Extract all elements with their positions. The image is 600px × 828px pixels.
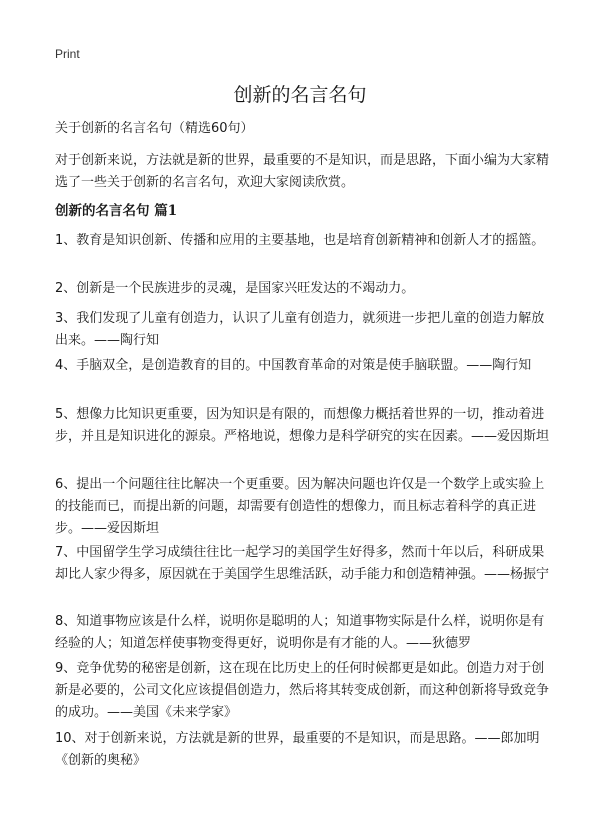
quote-item: 3、我们发现了儿童有创造力，认识了儿童有创造力，就须进一步把儿童的创造力解放出来。——陶行知 <box>55 311 545 348</box>
quote-item: 2、创新是一个民族进步的灵魂，是国家兴旺发达的不竭动力。 <box>55 281 415 296</box>
section-heading: 创新的名言名句 篇1 <box>55 203 178 219</box>
document-subtitle: 关于创新的名言名句（精选60句） <box>55 121 254 136</box>
quote-item: 1、教育是知识创新、传播和应用的主要基地，也是培育创新精神和创新人才的摇篮。 <box>55 233 545 248</box>
quote-item: 7、中国留学生学习成绩往往比一起学习的美国学生好得多，然而十年以后，科研成果却比人家少得多，原因就在于美国学生思维活跃，动手能力和创造精神强。——杨振宁 <box>55 545 550 582</box>
quote-item: 5、想像力比知识更重要，因为知识是有限的，而想像力概括着世界的一切，推动着进步，并且是知识进化的源泉。严格地说，想像力是科学研究的实在因素。——爱因斯坦 <box>55 407 550 444</box>
quote-item: 4、手脑双全，是创造教育的目的。中国教育革命的对策是使手脑联盟。——陶行知 <box>55 358 532 373</box>
print-link[interactable]: Print <box>55 47 80 61</box>
quote-item: 9、竞争优势的秘密是创新，这在现在比历史上的任何时候都更是如此。创造力对于创新是必要的，公司文化应该提倡创造力，然后将其转变成创新，而这种创新将导致竞争的成功。——美国《未来学家》 <box>55 661 550 720</box>
intro-paragraph: 对于创新来说，方法就是新的世界，最重要的不是知识，而是思路，下面小编为大家精选了一些关于创新的名言名句，欢迎大家阅读欣赏。 <box>55 153 550 190</box>
quote-item: 10、对于创新来说，方法就是新的世界，最重要的不是知识，而是思路。——郎加明《创新的奥秘》 <box>55 731 540 768</box>
document-title: 创新的名言名句 <box>233 84 367 106</box>
quote-item: 6、提出一个问题往往比解决一个更重要。因为解决问题也许仅是一个数学上或实验上的技能而已，而提出新的问题，却需要有创造性的想像力，而且标志着科学的真正进步。——爱因斯坦 <box>55 477 545 536</box>
quote-item: 8、知道事物应该是什么样，说明你是聪明的人；知道事物实际是什么样，说明你是有经验的人；知道怎样使事物变得更好，说明你是有才能的人。——狄德罗 <box>55 614 545 651</box>
